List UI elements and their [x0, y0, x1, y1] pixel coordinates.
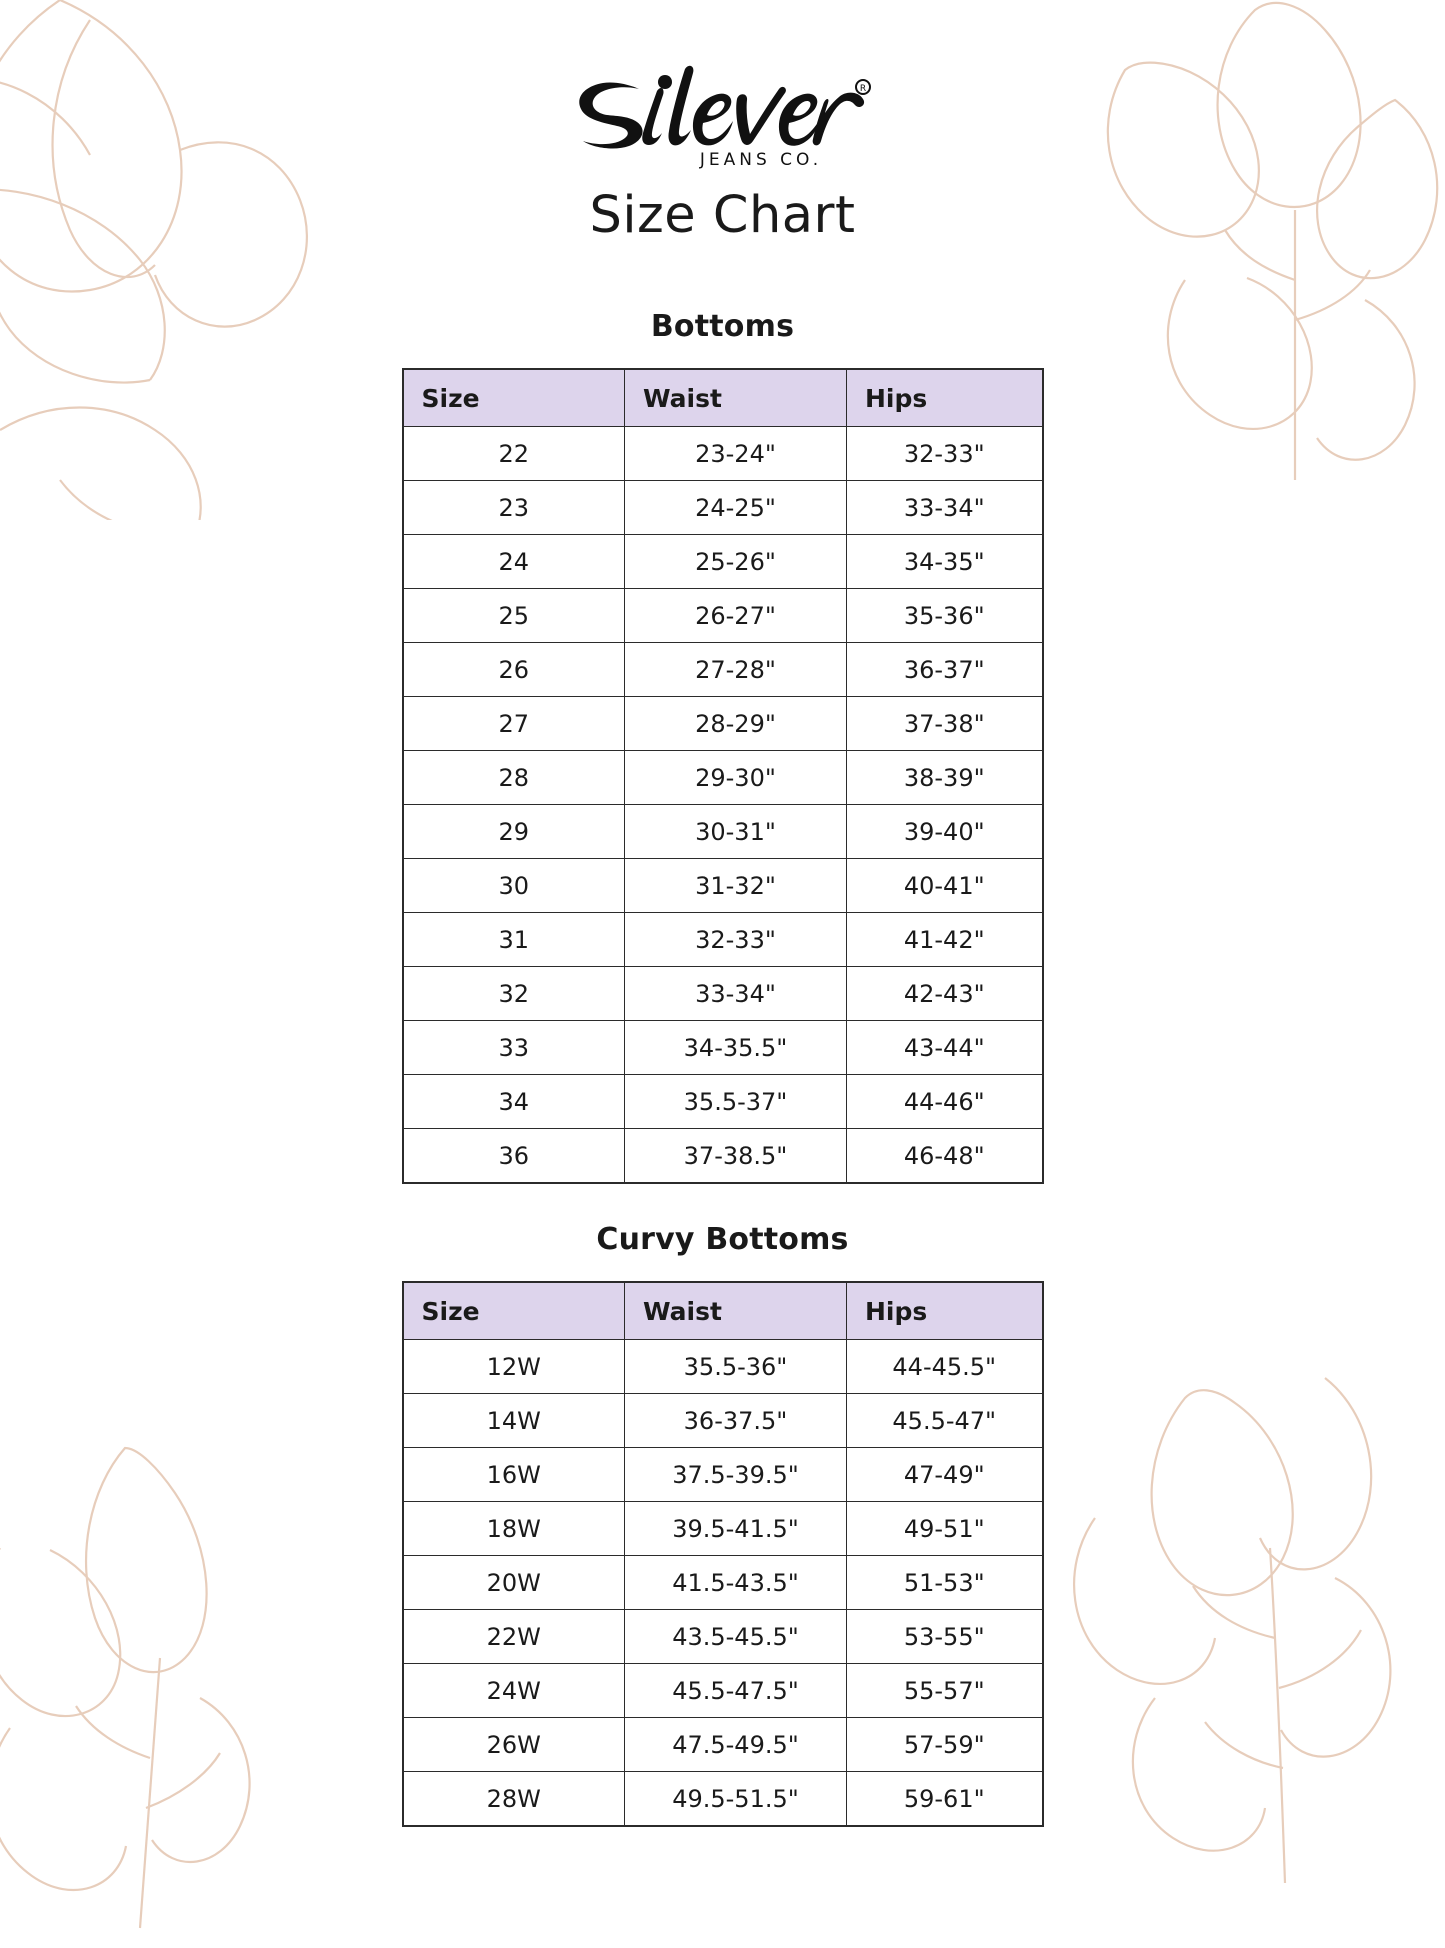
- cell-waist: 34-35.5": [625, 1021, 847, 1075]
- cell-size: 34: [403, 1075, 625, 1129]
- cell-size: 22: [403, 427, 625, 481]
- cell-size: 32: [403, 967, 625, 1021]
- cell-hips: 42-43": [847, 967, 1043, 1021]
- cell-hips: 53-55": [847, 1610, 1043, 1664]
- cell-size: 33: [403, 1021, 625, 1075]
- cell-size: 28: [403, 751, 625, 805]
- cell-waist: 49.5-51.5": [625, 1772, 847, 1827]
- table-row: [403, 427, 1043, 481]
- cell-waist: 47.5-49.5": [625, 1718, 847, 1772]
- cell-waist: 41.5-43.5": [625, 1556, 847, 1610]
- cell-waist: 24-25": [625, 481, 847, 535]
- cell-size: 14W: [403, 1394, 625, 1448]
- column-header-waist: Waist: [625, 369, 847, 427]
- table-row: [403, 535, 1043, 589]
- cell-hips: 40-41": [847, 859, 1043, 913]
- cell-size: 30: [403, 859, 625, 913]
- silver-jeans-logo-icon: [573, 55, 873, 170]
- cell-hips: 47-49": [847, 1448, 1043, 1502]
- table-row: [403, 1502, 1043, 1556]
- column-header-hips: Hips: [847, 1282, 1043, 1340]
- bottoms-table-wrap: [0, 368, 1445, 1184]
- table-row: [403, 589, 1043, 643]
- cell-waist: 37.5-39.5": [625, 1448, 847, 1502]
- cell-hips: 57-59": [847, 1718, 1043, 1772]
- cell-size: 31: [403, 913, 625, 967]
- cell-waist: 25-26": [625, 535, 847, 589]
- cell-hips: 39-40": [847, 805, 1043, 859]
- table-row: [403, 913, 1043, 967]
- cell-size: 24: [403, 535, 625, 589]
- cell-waist: 23-24": [625, 427, 847, 481]
- cell-waist: 33-34": [625, 967, 847, 1021]
- cell-size: 20W: [403, 1556, 625, 1610]
- cell-size: 26: [403, 643, 625, 697]
- cell-size: 22W: [403, 1610, 625, 1664]
- cell-waist: 35.5-37": [625, 1075, 847, 1129]
- cell-hips: 49-51": [847, 1502, 1043, 1556]
- cell-size: 16W: [403, 1448, 625, 1502]
- cell-waist: 37-38.5": [625, 1129, 847, 1184]
- table-row: [403, 751, 1043, 805]
- table-row: [403, 1772, 1043, 1827]
- cell-size: 18W: [403, 1502, 625, 1556]
- cell-hips: 59-61": [847, 1772, 1043, 1827]
- cell-hips: 43-44": [847, 1021, 1043, 1075]
- brand-logo: [0, 0, 1445, 174]
- table-row: [403, 643, 1043, 697]
- cell-waist: 30-31": [625, 805, 847, 859]
- column-header-hips: Hips: [847, 369, 1043, 427]
- section-title-curvy-bottoms: Curvy Bottoms: [596, 1222, 849, 1257]
- cell-waist: 32-33": [625, 913, 847, 967]
- cell-hips: 34-35": [847, 535, 1043, 589]
- cell-hips: 55-57": [847, 1664, 1043, 1718]
- cell-waist: 43.5-45.5": [625, 1610, 847, 1664]
- cell-hips: 41-42": [847, 913, 1043, 967]
- table-row: [403, 697, 1043, 751]
- table-row: [403, 805, 1043, 859]
- cell-hips: 38-39": [847, 751, 1043, 805]
- cell-waist: 31-32": [625, 859, 847, 913]
- svg-text:JEANS CO.: JEANS CO.: [699, 150, 822, 170]
- cell-size: 24W: [403, 1664, 625, 1718]
- table-row: [403, 1664, 1043, 1718]
- table-row: [403, 481, 1043, 535]
- cell-hips: 45.5-47": [847, 1394, 1043, 1448]
- column-header-size: Size: [403, 1282, 625, 1340]
- cell-waist: 26-27": [625, 589, 847, 643]
- cell-waist: 39.5-41.5": [625, 1502, 847, 1556]
- cell-waist: 27-28": [625, 643, 847, 697]
- cell-size: 26W: [403, 1718, 625, 1772]
- svg-text:R: R: [859, 84, 866, 94]
- cell-waist: 36-37.5": [625, 1394, 847, 1448]
- cell-size: 23: [403, 481, 625, 535]
- table-row: [403, 1556, 1043, 1610]
- cell-hips: 51-53": [847, 1556, 1043, 1610]
- table-header-row: [403, 369, 1043, 427]
- cell-hips: 37-38": [847, 697, 1043, 751]
- cell-size: 25: [403, 589, 625, 643]
- cell-waist: 29-30": [625, 751, 847, 805]
- cell-size: 28W: [403, 1772, 625, 1827]
- curvy-bottoms-table-wrap: [0, 1281, 1445, 1827]
- cell-hips: 33-34": [847, 481, 1043, 535]
- cell-size: 12W: [403, 1340, 625, 1394]
- cell-hips: 32-33": [847, 427, 1043, 481]
- cell-size: 27: [403, 697, 625, 751]
- cell-hips: 35-36": [847, 589, 1043, 643]
- cell-waist: 45.5-47.5": [625, 1664, 847, 1718]
- cell-size: 36: [403, 1129, 625, 1184]
- table-row: [403, 1718, 1043, 1772]
- cell-hips: 44-45.5": [847, 1340, 1043, 1394]
- curvy-bottoms-size-table: [402, 1281, 1044, 1827]
- cell-hips: 36-37": [847, 643, 1043, 697]
- section-title-bottoms: Bottoms: [650, 309, 795, 344]
- table-row: [403, 1129, 1043, 1184]
- column-header-size: Size: [403, 369, 625, 427]
- table-row: [403, 859, 1043, 913]
- cell-hips: 46-48": [847, 1129, 1043, 1184]
- table-row: [403, 1075, 1043, 1129]
- table-row: [403, 1448, 1043, 1502]
- table-row: [403, 1021, 1043, 1075]
- table-row: [403, 1610, 1043, 1664]
- cell-size: 29: [403, 805, 625, 859]
- table-row: [403, 967, 1043, 1021]
- table-row: [403, 1340, 1043, 1394]
- column-header-waist: Waist: [625, 1282, 847, 1340]
- cell-hips: 44-46": [847, 1075, 1043, 1129]
- table-row: [403, 1394, 1043, 1448]
- table-header-row: [403, 1282, 1043, 1340]
- cell-waist: 28-29": [625, 697, 847, 751]
- cell-waist: 35.5-36": [625, 1340, 847, 1394]
- bottoms-size-table: [402, 368, 1044, 1184]
- page-title: Size Chart: [589, 186, 856, 245]
